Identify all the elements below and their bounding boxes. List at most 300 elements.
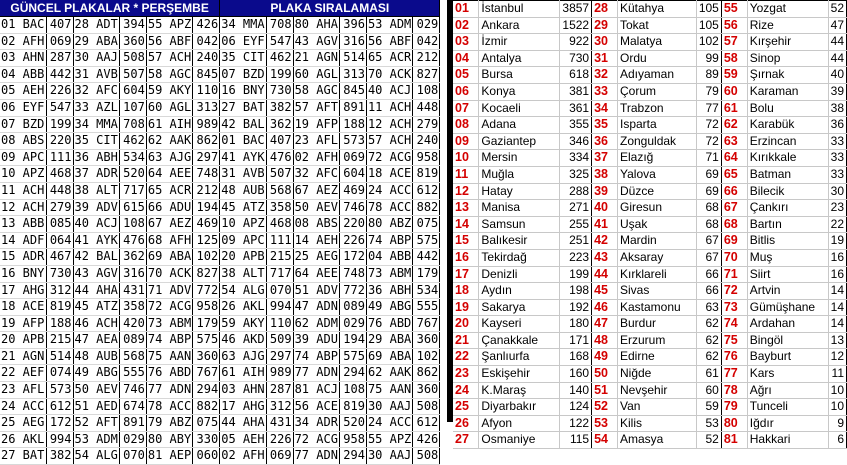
province-name: Şırnak [747, 67, 828, 84]
province-name: Erzurum [618, 332, 697, 349]
plate-number: 448 [46, 182, 73, 199]
plate-code: 44 AHA [73, 282, 119, 299]
table-row [0, 182, 440, 199]
province-count: 105 [696, 1, 721, 18]
province-code: 07 [453, 100, 479, 117]
plate-number: 468 [266, 216, 293, 233]
province-code: 21 [453, 332, 479, 349]
table-row [453, 150, 847, 167]
plate-number: 085 [46, 216, 73, 233]
province-name: Elazığ [618, 150, 697, 167]
plate-code: 43 AGV [293, 33, 339, 50]
plate-code: 78 ACC [366, 199, 412, 216]
plate-code: 10 APZ [220, 216, 266, 233]
plate-number: 108 [339, 382, 366, 399]
table-row [0, 299, 440, 316]
plate-code: 42 BAL [73, 249, 119, 266]
plate-number: 074 [46, 365, 73, 382]
plate-code: 07 BZD [0, 116, 46, 133]
province-count: 168 [560, 349, 592, 366]
plate-number: 462 [266, 50, 293, 67]
plate-number: 287 [266, 382, 293, 399]
province-count: 10 [828, 382, 846, 399]
table-row [453, 249, 847, 266]
plate-code: 29 ABA [366, 332, 412, 349]
plate-number: 042 [193, 33, 220, 50]
plate-number: 575 [339, 348, 366, 365]
plate-code: 16 BNY [0, 265, 46, 282]
plate-number: 294 [193, 382, 220, 399]
plate-number: 748 [193, 166, 220, 183]
province-code: 20 [453, 316, 479, 333]
plate-number: 089 [339, 299, 366, 316]
province-count: 62 [696, 332, 721, 349]
plate-code: 34 MMA [220, 17, 266, 34]
table-row [0, 431, 440, 448]
plate-code: 68 AFH [146, 232, 192, 249]
province-code: 47 [592, 316, 618, 333]
province-count: 33 [828, 133, 846, 150]
plate-code: 05 AEH [0, 83, 46, 100]
plate-code: 32 AFC [293, 166, 339, 183]
province-count: 69 [696, 166, 721, 183]
province-code: 16 [453, 249, 479, 266]
province-code: 26 [453, 415, 479, 432]
table-row [453, 233, 847, 250]
plate-number: 360 [193, 348, 220, 365]
province-name: Van [618, 399, 697, 416]
province-code: 40 [592, 200, 618, 217]
province-code: 65 [721, 166, 747, 183]
province-code: 19 [453, 299, 479, 316]
province-code: 29 [592, 17, 618, 34]
province-code: 43 [592, 249, 618, 266]
province-count: 62 [696, 316, 721, 333]
province-name: Siirt [747, 266, 828, 283]
plate-number: 199 [46, 116, 73, 133]
province-name: Kilis [618, 415, 697, 432]
province-name: Tunceli [747, 399, 828, 416]
province-count: 618 [560, 67, 592, 84]
province-code: 73 [721, 299, 747, 316]
province-count: 66 [696, 283, 721, 300]
plate-code: 13 ABB [0, 216, 46, 233]
province-name: Sinop [747, 50, 828, 67]
province-count: 59 [696, 399, 721, 416]
plate-number: 674 [119, 398, 146, 415]
plate-number: 730 [46, 265, 73, 282]
province-code: 18 [453, 283, 479, 300]
province-count: 16 [828, 266, 846, 283]
plate-number: 882 [413, 199, 440, 216]
plate-code: 08 ABS [293, 216, 339, 233]
province-count: 192 [560, 299, 592, 316]
province-count: 355 [560, 117, 592, 134]
table-row [453, 332, 847, 349]
province-name: Antalya [479, 50, 560, 67]
plate-code: 38 ALT [73, 182, 119, 199]
plate-number: 294 [339, 365, 366, 382]
plate-number: 125 [193, 232, 220, 249]
plate-number: 220 [46, 133, 73, 150]
province-name: Burdur [618, 316, 697, 333]
province-name: Şanlıurfa [479, 349, 560, 366]
plate-number: 508 [413, 398, 440, 415]
province-name: Nevşehir [618, 382, 697, 399]
province-name: Çanakkale [479, 332, 560, 349]
province-count: 922 [560, 34, 592, 51]
plate-code: 20 APB [220, 249, 266, 266]
province-name: Edirne [618, 349, 697, 366]
plate-number: 172 [46, 415, 73, 432]
table-row [453, 200, 847, 217]
plate-number: 604 [119, 83, 146, 100]
plate-number: 394 [119, 17, 146, 34]
table-row [0, 66, 440, 83]
province-name: Ardahan [747, 316, 828, 333]
province-count: 89 [696, 67, 721, 84]
table-row [0, 83, 440, 100]
plate-number: 958 [413, 149, 440, 166]
plate-number: 226 [46, 83, 73, 100]
plate-number: 029 [119, 431, 146, 448]
province-code: 23 [453, 366, 479, 383]
plate-number: 312 [266, 398, 293, 415]
plate-number: 297 [266, 348, 293, 365]
table-row [0, 382, 440, 399]
plate-code: 58 AGC [293, 83, 339, 100]
plate-code: 04 ABB [366, 249, 412, 266]
plate-number: 568 [119, 348, 146, 365]
plate-code: 62 ADM [293, 315, 339, 332]
table-row [0, 315, 440, 332]
province-name: Çankırı [747, 200, 828, 217]
plate-code: 53 ADM [366, 17, 412, 34]
plate-code: 41 AYK [220, 149, 266, 166]
table-row [0, 398, 440, 415]
plate-number: 958 [339, 431, 366, 448]
plate-number: 215 [266, 249, 293, 266]
plate-code: 24 ACC [0, 398, 46, 415]
plate-code: 62 AAK [366, 365, 412, 382]
province-name: Tekirdağ [479, 249, 560, 266]
plate-number: 467 [46, 249, 73, 266]
plate-code: 80 AHA [293, 17, 339, 34]
province-code: 34 [592, 100, 618, 117]
table-row [453, 166, 847, 183]
province-count: 346 [560, 133, 592, 150]
province-code: 61 [721, 100, 747, 117]
table-row [453, 382, 847, 399]
plate-number: 111 [266, 232, 293, 249]
province-code: 71 [721, 266, 747, 283]
plate-code: 54 ALG [73, 448, 119, 465]
table-row [0, 166, 440, 183]
plate-number: 746 [339, 199, 366, 216]
plate-code: 12 ACH [0, 199, 46, 216]
plate-code: 74 ABP [366, 232, 412, 249]
province-count: 105 [696, 17, 721, 34]
plate-code: 24 ACC [366, 415, 412, 432]
plate-code: 64 AEE [293, 265, 339, 282]
plate-code: 09 APC [0, 149, 46, 166]
province-code: 30 [592, 34, 618, 51]
plate-code: 63 AJG [146, 149, 192, 166]
province-code: 12 [453, 183, 479, 200]
province-code: 50 [592, 366, 618, 383]
province-name: Kayseri [479, 316, 560, 333]
plate-number: 279 [46, 199, 73, 216]
plate-number: 360 [119, 33, 146, 50]
plate-code: 47 AEA [73, 332, 119, 349]
province-count: 11 [828, 366, 846, 383]
plate-number: 212 [413, 50, 440, 67]
province-count: 99 [696, 50, 721, 67]
plate-code: 26 AKL [0, 431, 46, 448]
table-row [0, 199, 440, 216]
plate-number: 708 [119, 116, 146, 133]
plate-code: 77 ADN [293, 448, 339, 465]
province-count: 60 [696, 382, 721, 399]
plate-number: 507 [119, 66, 146, 83]
plate-number: 708 [266, 17, 293, 34]
province-name: Hatay [479, 183, 560, 200]
plate-code: 55 APZ [366, 431, 412, 448]
province-count: 77 [696, 100, 721, 117]
plate-number: 316 [339, 33, 366, 50]
plate-number: 297 [193, 149, 220, 166]
province-count: 68 [696, 200, 721, 217]
province-count: 12 [828, 349, 846, 366]
province-name: İzmir [479, 34, 560, 51]
province-code: 27 [453, 432, 479, 449]
province-name: K.Maraş [479, 382, 560, 399]
plate-number: 194 [339, 332, 366, 349]
province-code: 42 [592, 233, 618, 250]
table-row [453, 67, 847, 84]
province-count: 198 [560, 283, 592, 300]
plate-number: 827 [413, 66, 440, 83]
plate-code: 72 ACG [366, 149, 412, 166]
province-name: Bitlis [747, 233, 828, 250]
plate-number: 070 [266, 282, 293, 299]
plate-number: 534 [119, 149, 146, 166]
province-count: 102 [696, 34, 721, 51]
table-row [0, 50, 440, 67]
plate-code: 25 AEG [0, 415, 46, 432]
plate-number: 064 [46, 232, 73, 249]
province-count: 47 [828, 17, 846, 34]
province-name: Bingöl [747, 332, 828, 349]
table-row [0, 249, 440, 266]
plate-code: 75 AAN [146, 348, 192, 365]
plate-code: 18 ACE [366, 166, 412, 183]
plate-number: 360 [413, 332, 440, 349]
table-row [453, 34, 847, 51]
province-code: 15 [453, 233, 479, 250]
table-row [453, 283, 847, 300]
table-row [453, 432, 847, 449]
plate-code: 72 ACG [293, 431, 339, 448]
table-row [0, 282, 440, 299]
plate-code: 26 AKL [220, 299, 266, 316]
province-count: 68 [696, 216, 721, 233]
province-code: 41 [592, 216, 618, 233]
province-count: 6 [828, 432, 846, 449]
plate-code: 34 ADR [293, 415, 339, 432]
plate-code: 23 AFL [293, 133, 339, 150]
province-code: 05 [453, 67, 479, 84]
province-count: 23 [828, 200, 846, 217]
province-count: 66 [696, 266, 721, 283]
plate-code: 67 AEZ [293, 182, 339, 199]
province-code: 06 [453, 83, 479, 100]
province-count: 14 [828, 283, 846, 300]
province-name: Samsun [479, 216, 560, 233]
province-code: 59 [721, 67, 747, 84]
plate-number: 060 [193, 448, 220, 465]
province-code: 38 [592, 166, 618, 183]
plate-number: 316 [119, 265, 146, 282]
province-name: Giresun [618, 200, 697, 217]
plate-number: 508 [119, 50, 146, 67]
province-count: 16 [828, 249, 846, 266]
province-name: Bilecik [747, 183, 828, 200]
plate-code: 81 AEP [146, 448, 192, 465]
plate-number: 069 [339, 149, 366, 166]
province-count: 730 [560, 50, 592, 67]
plate-number: 748 [339, 265, 366, 282]
province-count: 361 [560, 100, 592, 117]
plate-number: 520 [119, 166, 146, 183]
plate-code: 46 AKD [220, 332, 266, 349]
plate-code: 65 ACR [366, 50, 412, 67]
plate-number: 029 [339, 315, 366, 332]
plate-code: 57 ACH [146, 50, 192, 67]
plate-code: 61 AIH [146, 116, 192, 133]
table-row [0, 216, 440, 233]
plate-code: 47 ADN [293, 299, 339, 316]
plate-code: 62 AAK [146, 133, 192, 150]
plate-number: 514 [46, 348, 73, 365]
plate-code: 29 ABA [73, 33, 119, 50]
table-row [0, 365, 440, 382]
province-name: Kütahya [618, 1, 697, 18]
province-count: 33 [828, 166, 846, 183]
province-count: 72 [696, 133, 721, 150]
province-code: 10 [453, 150, 479, 167]
province-code: 39 [592, 183, 618, 200]
province-code: 28 [592, 1, 618, 18]
plate-code: 76 ABD [146, 365, 192, 382]
province-code: 80 [721, 415, 747, 432]
province-count: 381 [560, 83, 592, 100]
province-count: 40 [828, 67, 846, 84]
province-count: 71 [696, 150, 721, 167]
plate-code: 27 BAT [220, 99, 266, 116]
province-count: 14 [828, 299, 846, 316]
plate-code: 31 AVB [73, 66, 119, 83]
plate-number: 509 [266, 332, 293, 349]
plate-number: 431 [119, 282, 146, 299]
table-row [453, 50, 847, 67]
province-code: 17 [453, 266, 479, 283]
province-name: Iğdır [747, 415, 828, 432]
plate-code: 75 AAN [366, 382, 412, 399]
plate-code: 03 AHN [0, 50, 46, 67]
plate-number: 179 [413, 265, 440, 282]
province-count: 52 [828, 1, 846, 18]
province-count: 14 [828, 316, 846, 333]
province-name: Muğla [479, 166, 560, 183]
province-name: Aksaray [618, 249, 697, 266]
province-code: 33 [592, 83, 618, 100]
province-code: 54 [592, 432, 618, 449]
plate-number: 615 [119, 199, 146, 216]
province-count: 1522 [560, 17, 592, 34]
plate-number: 212 [193, 182, 220, 199]
plate-code: 74 ABP [146, 332, 192, 349]
province-name: Zonguldak [618, 133, 697, 150]
plate-number: 989 [193, 116, 220, 133]
province-code: 69 [721, 233, 747, 250]
plate-code: 59 AKY [146, 83, 192, 100]
plate-number: 612 [413, 415, 440, 432]
province-name: Diyarbakır [479, 399, 560, 416]
plate-number: 547 [266, 33, 293, 50]
plate-code: 21 AGN [293, 50, 339, 67]
plate-code: 49 ABG [366, 299, 412, 316]
table-row [453, 133, 847, 150]
plate-code: 40 ACJ [366, 83, 412, 100]
plate-number: 462 [119, 133, 146, 150]
plate-code: 02 AFH [220, 448, 266, 465]
plate-number: 360 [413, 382, 440, 399]
plate-number: 772 [339, 282, 366, 299]
table-row [453, 266, 847, 283]
plate-number: 746 [119, 382, 146, 399]
plate-number: 534 [413, 282, 440, 299]
plate-code: 24 ACC [366, 182, 412, 199]
plate-ranking-header: PLAKA SIRALAMASI [220, 0, 440, 17]
plate-code: 21 AGN [0, 348, 46, 365]
plate-code: 77 ADN [146, 382, 192, 399]
province-name: Konya [479, 83, 560, 100]
plate-code: 44 AHA [220, 415, 266, 432]
plate-number: 468 [46, 166, 73, 183]
table-row [453, 183, 847, 200]
plate-code: 02 AFH [293, 149, 339, 166]
plate-code: 22 AEF [0, 365, 46, 382]
plate-code: 58 AGC [146, 66, 192, 83]
plate-code: 56 ABF [146, 33, 192, 50]
plate-code: 39 ADV [73, 199, 119, 216]
province-code: 45 [592, 283, 618, 300]
province-name: Manisa [479, 200, 560, 217]
plate-number: 507 [266, 166, 293, 183]
province-count: 67 [696, 233, 721, 250]
plate-number: 514 [339, 50, 366, 67]
plate-number: 312 [46, 282, 73, 299]
province-name: Sakarya [479, 299, 560, 316]
plate-number: 420 [119, 315, 146, 332]
plate-number: 102 [413, 348, 440, 365]
plate-code: 69 ABA [366, 348, 412, 365]
table-row [453, 399, 847, 416]
province-code: 03 [453, 34, 479, 51]
plate-code: 17 AHG [220, 398, 266, 415]
plate-code: 34 MMA [73, 116, 119, 133]
